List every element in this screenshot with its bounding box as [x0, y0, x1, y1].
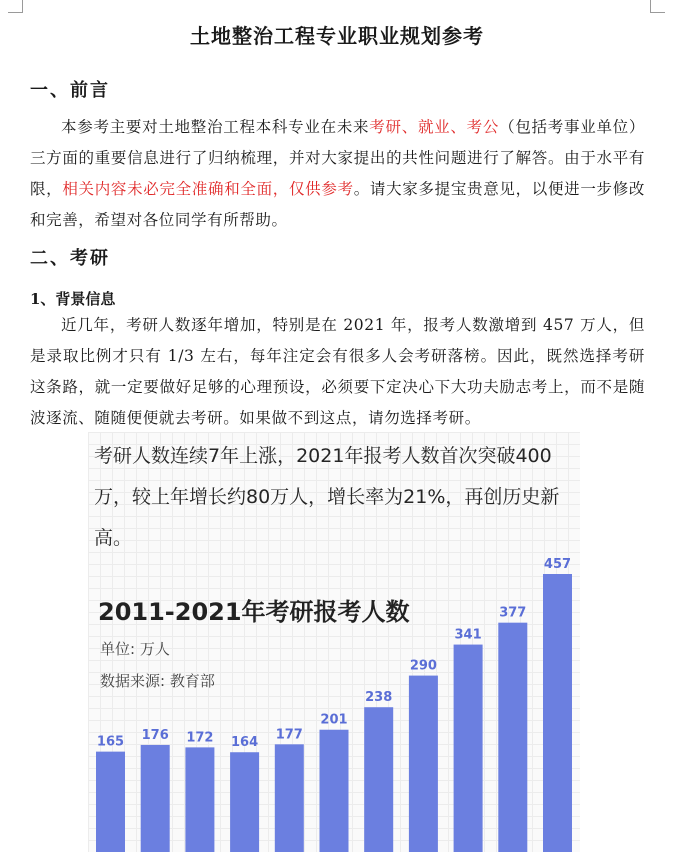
bar-2017	[364, 707, 393, 852]
bar-2013	[185, 747, 214, 852]
figure-caption: 考研人数连续7年上涨，2021年报考人数首次突破400万，较上年增长约80万人，增长率为21%，再创历史新高。	[94, 445, 560, 549]
bar-value-label-2011: 165	[96, 734, 125, 750]
background-paragraph: 近几年，考研人数逐年增加，特别是在 2021 年，报考人数激增到 457 万人，但是录取比例才只有 1/3 左右，每年注定会有很多人会考研落榜。因此，既然选择考研这条路，就一定要做好足够的心理预设，必须要下定决心下大功夫励志考上，而不是随波逐流、随随便便就去考研。如果做不到这点，请勿选择考研。	[30, 316, 645, 427]
bar-2020	[498, 623, 527, 852]
bar-value-label-2021: 457	[543, 557, 572, 572]
bar-2011	[96, 752, 125, 852]
preface-text-2: （包括考事业单位）三方面的重要信息进行了归纳梳理，并对大家提出的共性问题进行了解答。由于水平有限，	[30, 118, 645, 198]
preface-text-1: 本参考主要对土地整治工程本科专业在未来	[61, 118, 370, 136]
chart-figure	[88, 432, 580, 852]
bar-value-label-2014: 164	[231, 735, 259, 751]
subsection-heading-background: 1、背景信息	[30, 290, 116, 308]
page-corner-mark-right	[650, 0, 665, 13]
bar-2021	[543, 574, 572, 852]
bar-value-label-2019: 341	[454, 627, 482, 643]
preface-text-3: 。请大家多提宝贵意见，以便进一步修改和完善，希望对各位同学有所帮助。	[30, 180, 645, 229]
bar-2015	[275, 744, 304, 852]
preface-highlight-2: 相关内容未必完全准确和全面，仅供参考	[62, 180, 354, 198]
bar-2012	[141, 745, 170, 852]
preface-highlight-1: 考研、就业、考公	[369, 118, 500, 136]
bar-value-label-2018: 290	[409, 658, 437, 674]
section-heading-preface: 一、前言	[30, 80, 110, 101]
bar-2014	[230, 752, 259, 852]
bar-2019	[454, 645, 483, 852]
bar-2016	[320, 730, 349, 852]
bar-2018	[409, 676, 438, 852]
chart-source: 数据来源: 教育部	[100, 672, 215, 690]
bar-value-label-2016: 201	[320, 712, 348, 728]
document-title: 土地整治工程专业职业规划参考	[190, 24, 484, 48]
bar-value-label-2012: 176	[141, 727, 169, 743]
bar-value-label-2017: 238	[365, 690, 393, 706]
chart-title: 2011-2021年考研报考人数	[98, 598, 410, 626]
preface-paragraph	[30, 112, 645, 236]
bar-value-label-2013: 172	[186, 730, 214, 746]
bar-value-label-2015: 177	[275, 727, 303, 743]
section-heading-kaoyan: 二、考研	[30, 248, 110, 269]
chart-unit: 单位: 万人	[100, 640, 170, 658]
page-corner-mark-left	[8, 0, 23, 13]
bar-value-label-2020: 377	[499, 605, 527, 621]
bar-chart	[88, 432, 580, 852]
